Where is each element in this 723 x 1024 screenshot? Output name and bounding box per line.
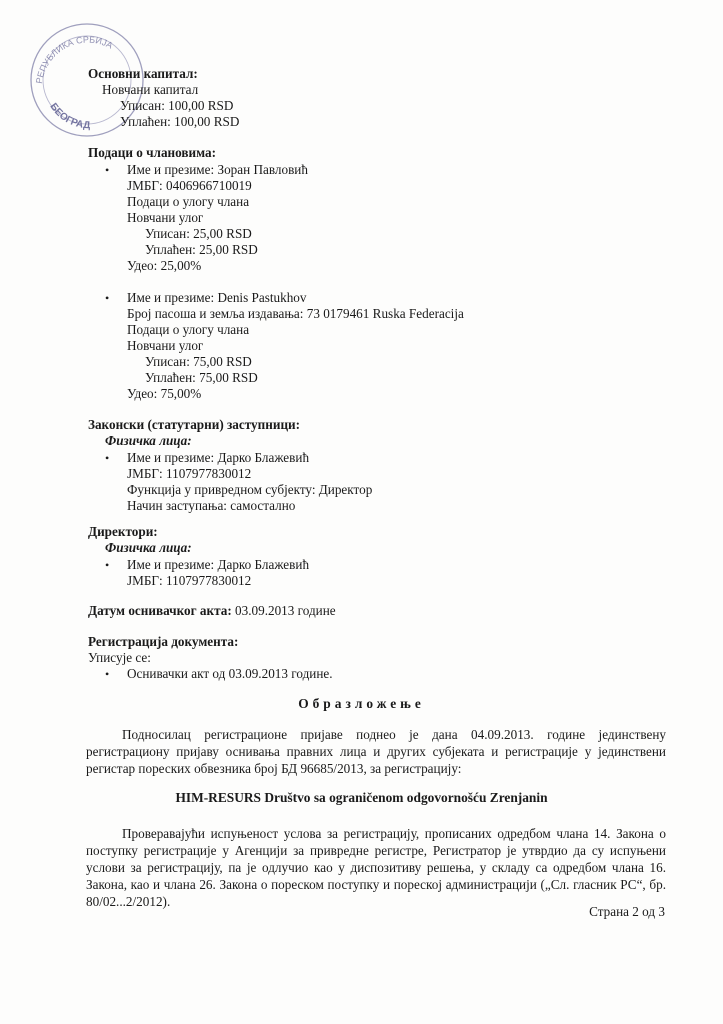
member-1-cash: Новчани улог	[127, 210, 204, 225]
company-name: HIM-RESURS Društvo sa ograničenom odgovornošću Zrenjanin	[175, 790, 548, 805]
member-2-share: Удео: 75,00%	[127, 386, 202, 401]
page-number: Страна 2 од 3	[589, 904, 665, 919]
svg-text:БЕОГРАД	[47, 101, 90, 131]
director-name: • Име и презиме: Дарко Блажевић	[127, 557, 309, 573]
director-id: ЈМБГ: 1107977830012	[127, 573, 252, 588]
member-2-id: Број пасоша и земља издавања: 73 0179461 Ruska Federacija	[127, 306, 464, 321]
member-1-stake-title: Подаци о улогу члана	[127, 194, 250, 209]
representative-mode: Начин заступања: самостално	[127, 498, 296, 513]
capital-subscribed: Уписан: 100,00 RSD	[120, 98, 234, 113]
representative-id: ЈМБГ: 1107977830012	[127, 466, 252, 481]
member-2-paid: Уплаћен: 75,00 RSD	[145, 370, 258, 385]
capital-type: Новчани капитал	[102, 82, 199, 97]
members-heading: Подаци о члановима:	[88, 145, 217, 160]
representative-role: Функција у привредном субјекту: Директор	[127, 482, 373, 497]
member-1-name: • Име и презиме: Зоран Павловић	[127, 162, 308, 178]
registration-heading: Регистрација документа:	[88, 634, 239, 649]
reasoning-paragraph-1: Подносилац регистрационе пријаве поднео је дана 04.09.2013. године јединствену регистрациону пријаву оснивања правних лица и других субјеката и регистрације у јединствени регистар пореских обвезника број БД 96685/2013, за регистрацију:	[86, 727, 666, 776]
representative-name: • Име и презиме: Дарко Блажевић	[127, 450, 309, 466]
registration-entry: Уписује се:	[88, 650, 151, 665]
founding-act-line	[88, 603, 336, 619]
member-2-subscribed: Уписан: 75,00 RSD	[145, 354, 252, 369]
member-1-id: ЈМБГ: 0406966710019	[127, 178, 252, 193]
founding-act-label: Датум оснивачког акта:	[88, 603, 232, 618]
reasoning-paragraph-2: Проверавајући испуњеност услова за регистрацију, прописаних одредбом члана 14. Закона о поступку регистрације у Агенцији за привредне регистре, Регистратор је утврдио да су испуњени услови за регистрацију, па је одлучио као у диспозитиву решења, у складу са одредбом члана 16. Закона, као и члана 26. Закона о пореском поступку и пореској администрацији („Сл. гласник РС“, бр. 80/02...2/2012).	[86, 826, 666, 909]
founding-act-value: 03.09.2013 године	[231, 603, 336, 618]
representatives-sub: Физичка лица:	[105, 433, 192, 448]
registration-item: • Оснивачки акт од 03.09.2013 године.	[127, 666, 333, 682]
stamp-text-top: РЕПУБЛИКА СРБИЈА	[34, 34, 115, 85]
member-2-stake-title: Подаци о улогу члана	[127, 322, 250, 337]
stamp-text-bottom: БЕОГРАД	[47, 101, 91, 132]
member-1-subscribed: Уписан: 25,00 RSD	[145, 226, 252, 241]
reasoning-title: Образложење	[298, 696, 425, 711]
capital-paid: Уплаћен: 100,00 RSD	[120, 114, 240, 129]
representatives-heading: Законски (статутарни) заступници:	[88, 417, 301, 432]
directors-sub: Физичка лица:	[105, 540, 192, 555]
member-2-cash: Новчани улог	[127, 338, 204, 353]
member-2-name: • Име и презиме: Denis Pastukhov	[127, 290, 306, 306]
member-1-share: Удео: 25,00%	[127, 258, 202, 273]
directors-heading: Директори:	[88, 524, 158, 539]
capital-heading: Основни капитал:	[88, 66, 198, 81]
member-1-paid: Уплаћен: 25,00 RSD	[145, 242, 258, 257]
